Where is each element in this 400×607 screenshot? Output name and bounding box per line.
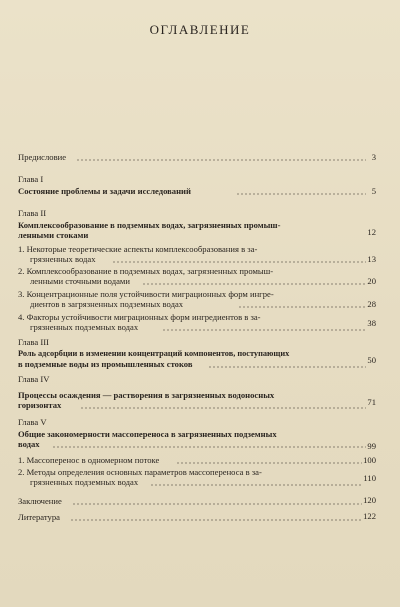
chapter-4-page: 71	[367, 397, 376, 407]
leader-dots	[238, 306, 366, 308]
chapter-2-title-line2: ленными стоками	[18, 230, 89, 240]
section-2-1-line2: грязненных водах	[30, 254, 96, 264]
leader-dots	[176, 462, 362, 464]
chapter-5-title-line2: водах	[18, 439, 40, 449]
section-5-1-page: 100	[363, 455, 376, 465]
leader-dots	[76, 159, 366, 161]
section-2-2-line1: 2. Комплексообразование в подземных водах, загрязненных промыш-	[18, 266, 274, 276]
section-5-2-line1: 2. Методы определения основных параметров массопереноса в за-	[18, 467, 262, 477]
section-2-4-line1: 4. Факторы устойчивости миграционных форм ингредиентов в за-	[18, 312, 261, 322]
preface-label: Предисловие	[18, 152, 67, 162]
chapter-3-title-line1: Роль адсорбции в изменении концентраций компонентов, поступающих	[18, 349, 290, 358]
chapter-1-title: Состояние проблемы и задачи исследований	[18, 186, 191, 196]
leader-dots	[80, 407, 366, 409]
section-2-1-line1: 1. Некоторые теоретические аспекты комплексообразования в за-	[18, 244, 258, 254]
leader-dots	[142, 283, 366, 285]
section-5-2-page: 110	[363, 473, 376, 483]
conclusion-page: 120	[363, 495, 376, 505]
section-2-3-line1: 3. Концентрационные поля устойчивости миграционных форм ингре-	[18, 289, 274, 299]
leader-dots	[112, 261, 366, 263]
leader-dots	[162, 329, 366, 331]
section-2-3-line2: диентов в загрязненных подземных водах	[30, 299, 184, 309]
section-2-2-page: 20	[367, 276, 376, 286]
chapter-2-title-line1: Комплексообразование в подземных водах, загрязненных промыш-	[18, 220, 281, 230]
chapter-3-heading: Глава III	[18, 337, 49, 347]
section-2-3-page: 28	[367, 299, 376, 309]
chapter-4-heading: Глава IV	[18, 374, 50, 384]
chapter-5-heading: Глава V	[18, 417, 47, 427]
chapter-1-heading: Глава I	[18, 174, 44, 184]
preface-page: 3	[371, 152, 376, 162]
literature-page: 122	[363, 511, 376, 521]
section-2-4-page: 38	[367, 318, 376, 328]
section-5-1: 1. Массоперенос в одномерном потоке	[18, 455, 160, 465]
chapter-3-page: 50	[367, 355, 376, 365]
chapter-5-page: 99	[367, 441, 376, 451]
chapter-4-title-line1: Процессы осаждения — растворения в загрязненных водоносных	[18, 390, 275, 400]
chapter-2-heading: Глава II	[18, 208, 47, 218]
chapter-3-title-line2: в подземные воды из промышленных стоков	[18, 359, 193, 369]
chapter-1-page: 5	[371, 186, 376, 196]
leader-dots	[72, 503, 362, 505]
section-5-2-line2: грязненных подземных водах	[30, 477, 139, 487]
leader-dots	[70, 519, 362, 521]
leader-dots	[208, 366, 366, 368]
section-2-2-line2: ленными сточными водами	[30, 276, 130, 286]
leader-dots	[52, 446, 366, 448]
page-title: ОГЛАВЛЕНИЕ	[149, 22, 251, 37]
literature-label: Литература	[18, 512, 60, 522]
chapter-2-page: 12	[367, 227, 376, 237]
leader-dots	[150, 484, 362, 486]
section-2-1-page: 13	[367, 254, 376, 264]
chapter-4-title-line2: горизонтах	[18, 400, 62, 410]
leader-dots	[236, 193, 366, 195]
section-2-4-line2: грязненных подземных водах	[30, 322, 139, 332]
conclusion-label: Заключение	[18, 496, 62, 506]
chapter-5-title-line1: Общие закономерности массопереноса в загрязненных подземных	[18, 429, 277, 439]
